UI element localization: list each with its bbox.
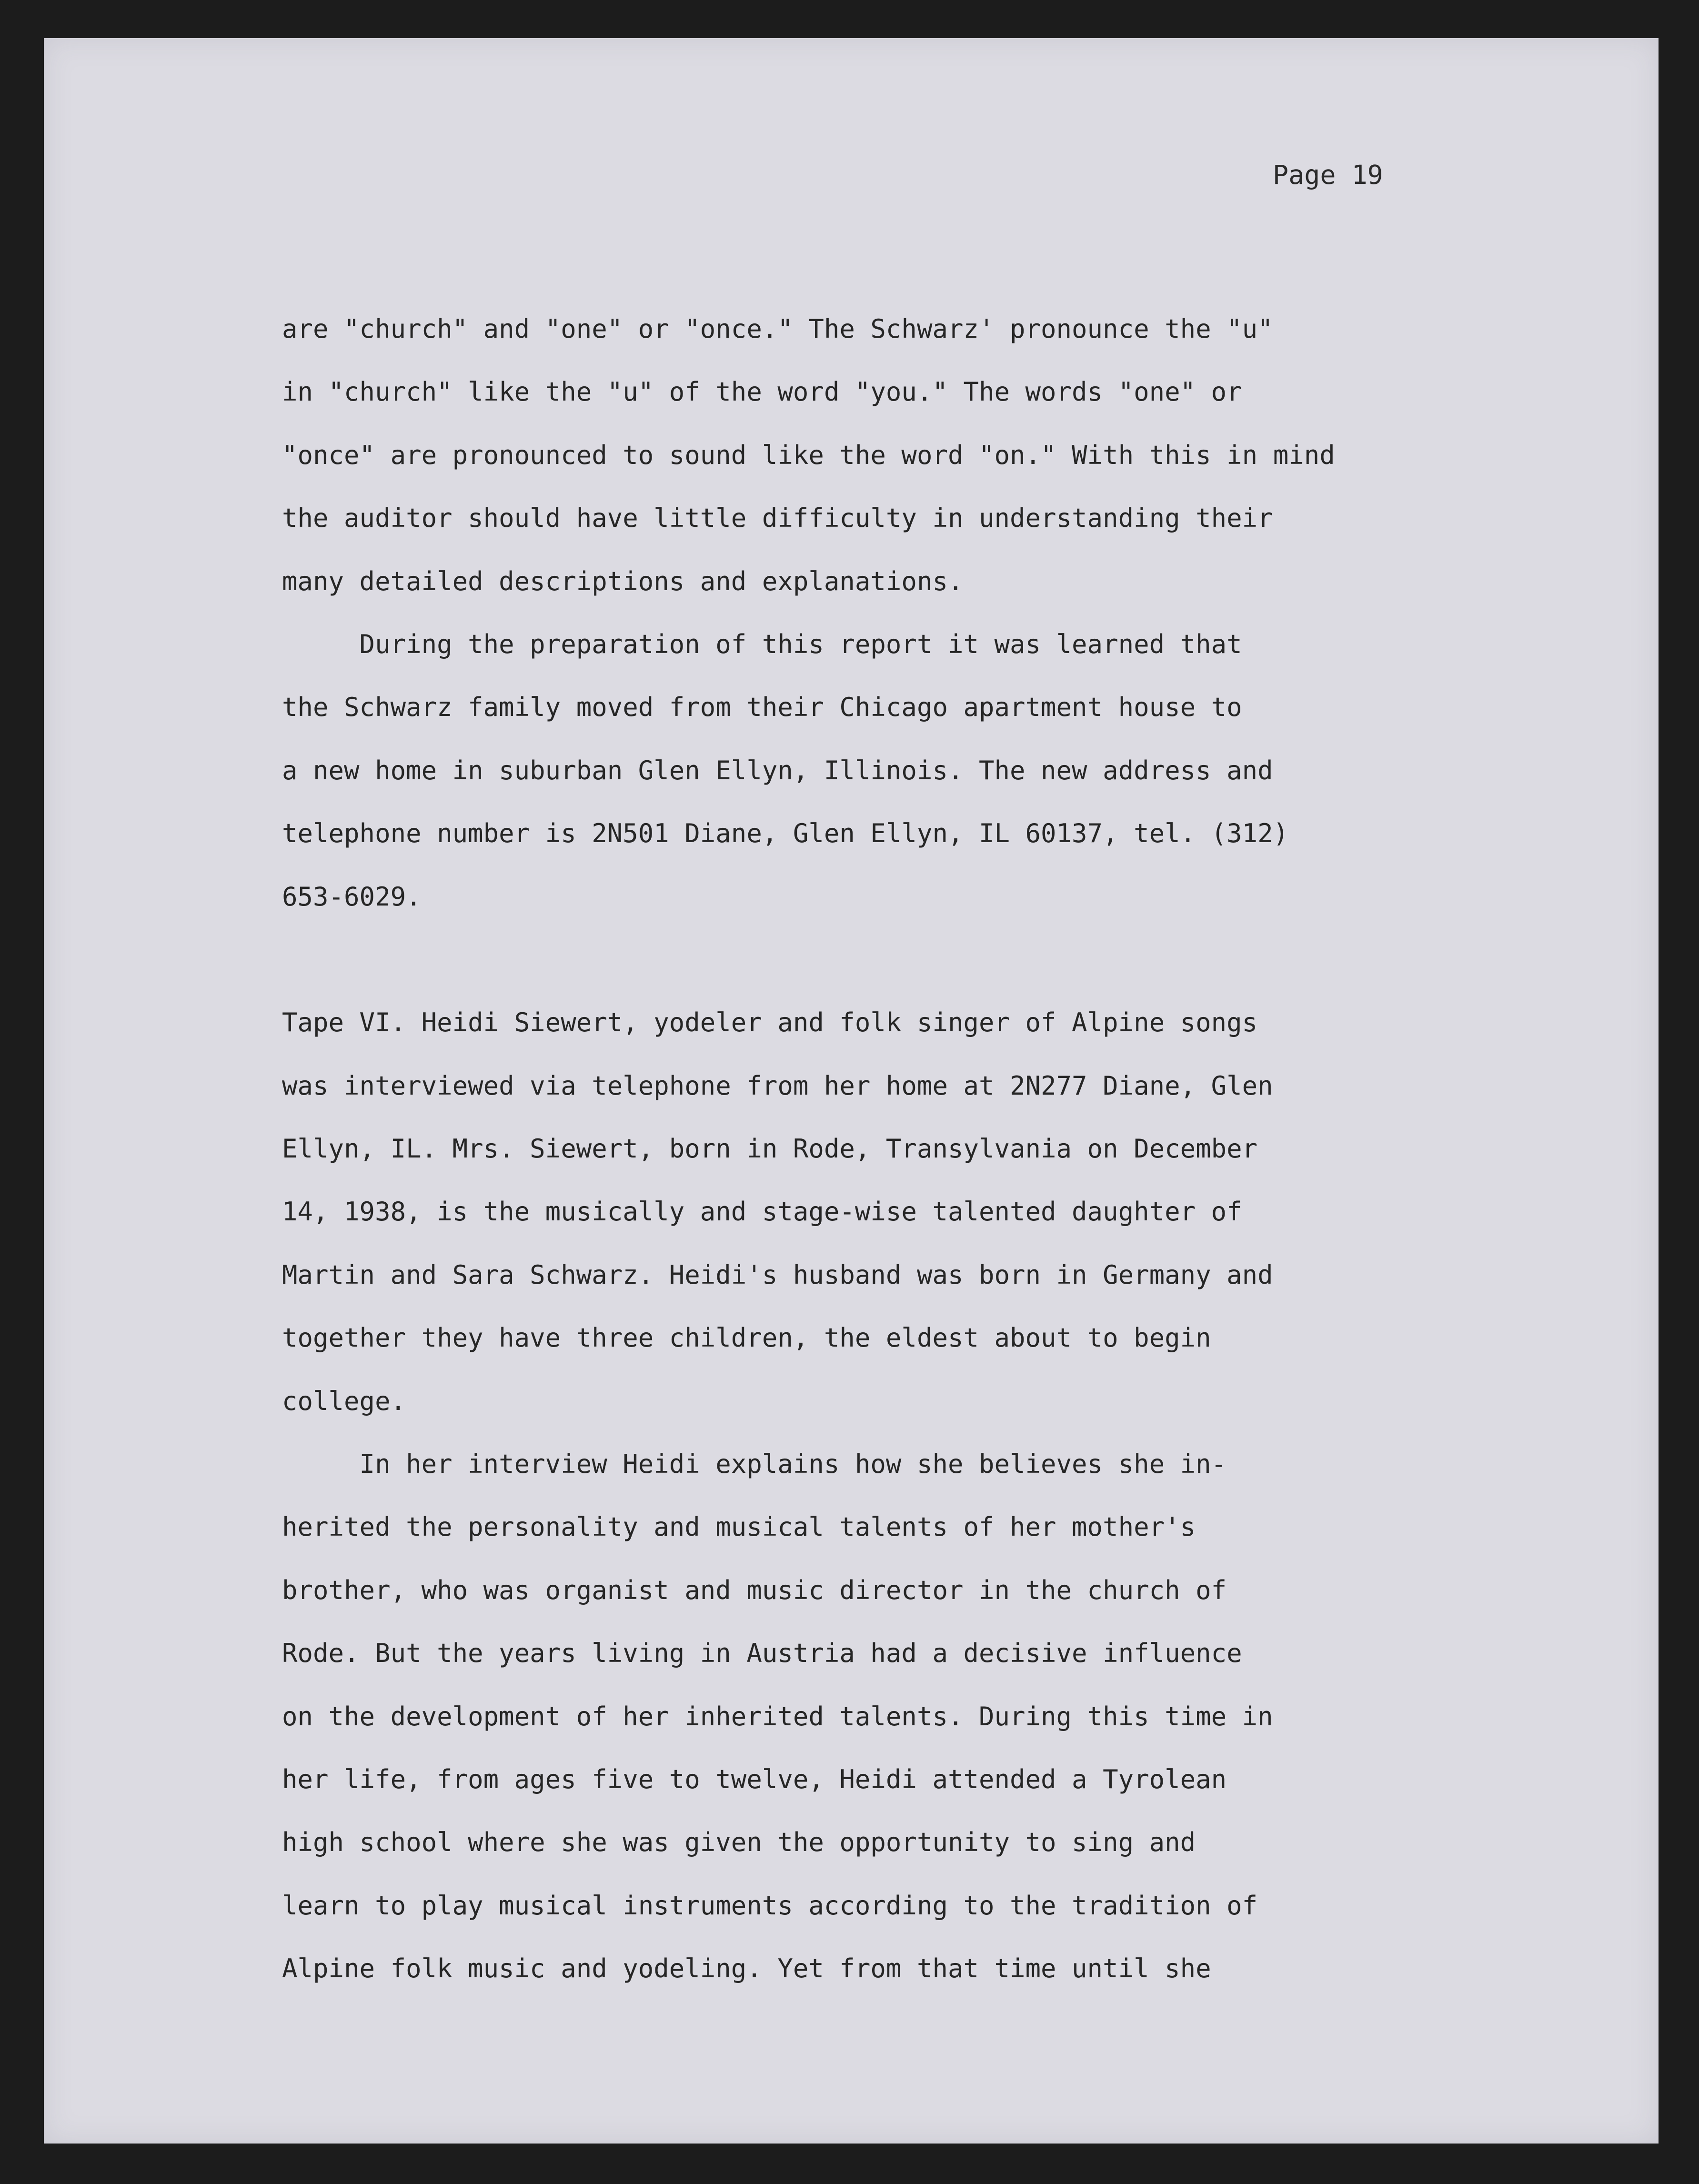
document-page <box>44 38 1659 2144</box>
text-line: was interviewed via telephone from her home at 2N277 Diane, Glen <box>282 1070 1273 1101</box>
text-line: the Schwarz family moved from their Chicago apartment house to <box>282 692 1242 723</box>
text-line: Ellyn, IL. Mrs. Siewert, born in Rode, Transylvania on December <box>282 1134 1258 1164</box>
text-line: During the preparation of this report it was learned that <box>282 629 1242 659</box>
body-text <box>282 298 1682 2001</box>
text-line: high school where she was given the opportunity to sing and <box>282 1827 1196 1858</box>
text-line: her life, from ages five to twelve, Heidi attended a Tyrolean <box>282 1764 1227 1794</box>
text-line: Rode. But the years living in Austria had a decisive influence <box>282 1638 1242 1669</box>
paragraph-gap <box>282 928 1682 991</box>
text-line: together they have three children, the eldest about to begin <box>282 1323 1211 1353</box>
text-line: herited the personality and musical talents of her mother's <box>282 1512 1196 1542</box>
page-number: Page 19 <box>1273 160 1383 190</box>
text-line: brother, who was organist and music director in the church of <box>282 1575 1227 1605</box>
paragraph-1 <box>282 298 1682 613</box>
text-line: college. <box>282 1386 406 1416</box>
paragraph-4 <box>282 1433 1682 2001</box>
paragraph-2 <box>282 613 1682 928</box>
text-line: many detailed descriptions and explanations. <box>282 566 964 596</box>
text-line: telephone number is 2N501 Diane, Glen Ellyn, IL 60137, tel. (312) <box>282 818 1289 849</box>
text-line: Alpine folk music and yodeling. Yet from that time until she <box>282 1953 1211 1984</box>
text-line: In her interview Heidi explains how she believes she in- <box>282 1449 1227 1479</box>
text-line: 14, 1938, is the musically and stage-wise talented daughter of <box>282 1197 1242 1227</box>
text-line: "once" are pronounced to sound like the word "on." With this in mind <box>282 440 1335 470</box>
text-line: the auditor should have little difficulty in understanding their <box>282 503 1273 533</box>
text-line: 653-6029. <box>282 881 422 912</box>
text-line: Martin and Sara Schwarz. Heidi's husband was born in Germany and <box>282 1259 1273 1290</box>
paragraph-3 <box>282 991 1682 1433</box>
text-line: on the development of her inherited talents. During this time in <box>282 1701 1273 1731</box>
text-line: learn to play musical instruments according to the tradition of <box>282 1890 1258 1921</box>
text-line: in "church" like the "u" of the word "you." The words "one" or <box>282 377 1242 407</box>
text-line: Tape VI. Heidi Siewert, yodeler and folk singer of Alpine songs <box>282 1007 1258 1038</box>
text-line: a new home in suburban Glen Ellyn, Illinois. The new address and <box>282 755 1273 785</box>
text-line: are "church" and "one" or "once." The Schwarz' pronounce the "u" <box>282 314 1273 344</box>
